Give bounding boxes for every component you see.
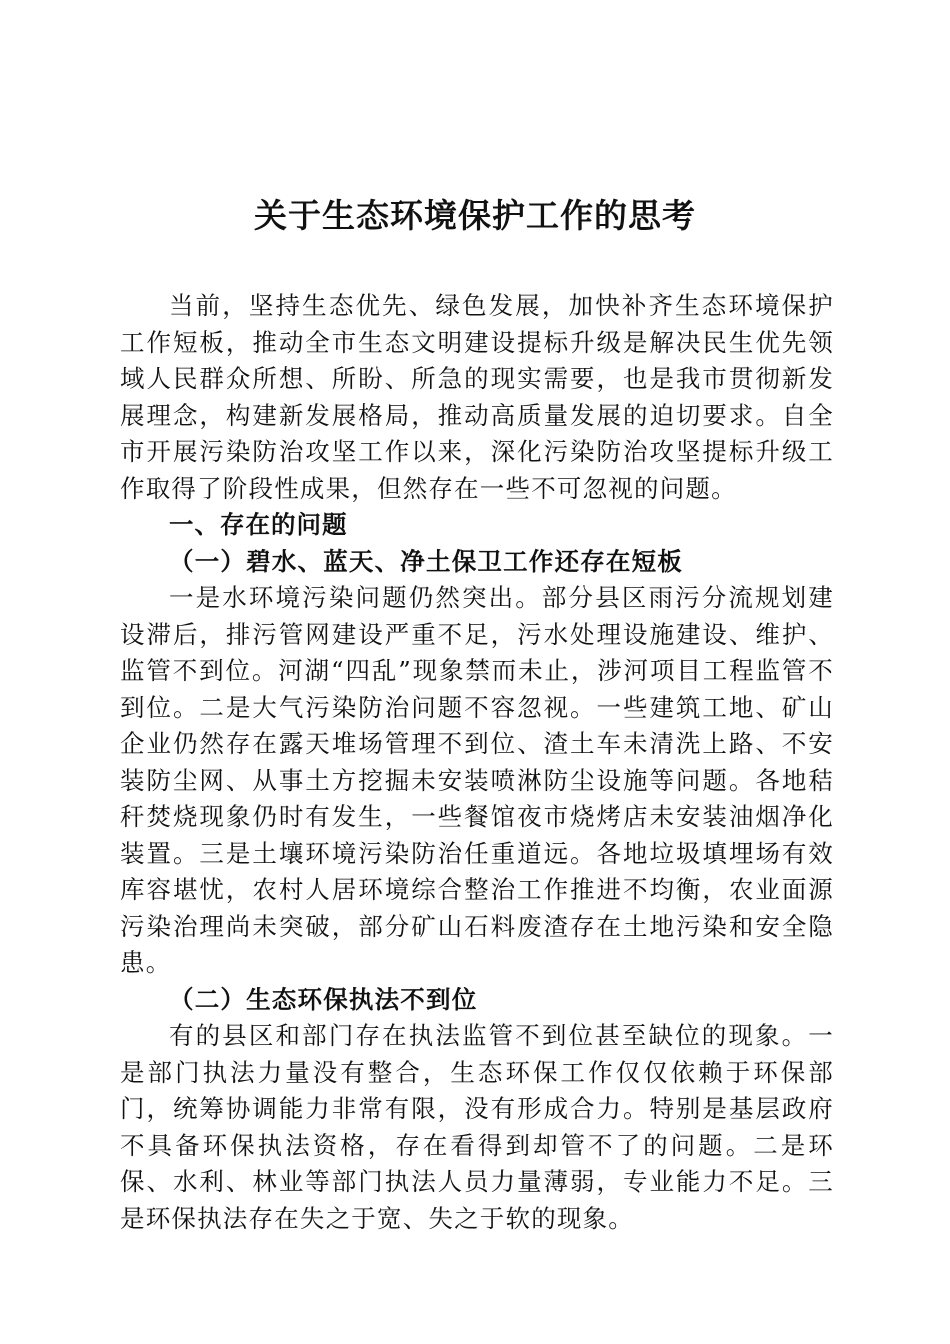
subsection-heading-1: （一）碧水、蓝天、净土保卫工作还存在短板: [169, 546, 683, 576]
subsection-2-paragraph: 有的县区和部门存在执法监管不到位甚至缺位的现象。一是部门执法力量没有整合，生态环保工作仅仅依赖于环保部门，统筹协调能力非常有限，没有形成合力。特别是基层政府不具备环保执法资格，存在看得到却管不了的问题。二是环保、水利、林业等部门执法人员力量薄弱，专业能力不足。三是环保执法存在失之于宽、失之于软的现象。: [120, 1021, 834, 1233]
section-heading-problems: 一、存在的问题: [169, 510, 348, 539]
subsection-heading-2: （二）生态环保执法不到位: [169, 984, 478, 1014]
document-body: [120, 288, 834, 1237]
intro-paragraph: 当前，坚持生态优先、绿色发展，加快补齐生态环境保护工作短板，推动全市生态文明建设提标升级是解决民生优先领域人民群众所想、所盼、所急的现实需要，也是我市贯彻新发展理念，构建新发展格局，推动高质量发展的迫切要求。自全市开展污染防治攻坚工作以来，深化污染防治攻坚提标升级工作取得了阶段性成果，但然存在一些不可忽视的问题。: [120, 291, 834, 503]
document-title: 关于生态环境保护工作的思考: [254, 196, 696, 235]
subsection-1-paragraph: 一是水环境污染问题仍然突出。部分县区雨污分流规划建设滞后，排污管网建设严重不足，污水处理设施建设、维护、监管不到位。河湖“四乱”现象禁而未止，涉河项目工程监管不到位。二是大气污染防治问题不容忽视。一些建筑工地、矿山企业仍然存在露天堆场管理不到位、渣土车未清洗上路、不安装防尘网、从事土方挖掘未安装喷淋防尘设施等问题。各地秸秆焚烧现象仍时有发生，一些餐馆夜市烧烤店未安装油烟净化装置。三是土壤环境污染防治任重道远。各地垃圾填埋场有效库容堪忧，农村人居环境综合整治工作推进不均衡，农业面源污染治理尚未突破，部分矿山石料废渣存在土地污染和安全隐患。: [120, 583, 834, 977]
